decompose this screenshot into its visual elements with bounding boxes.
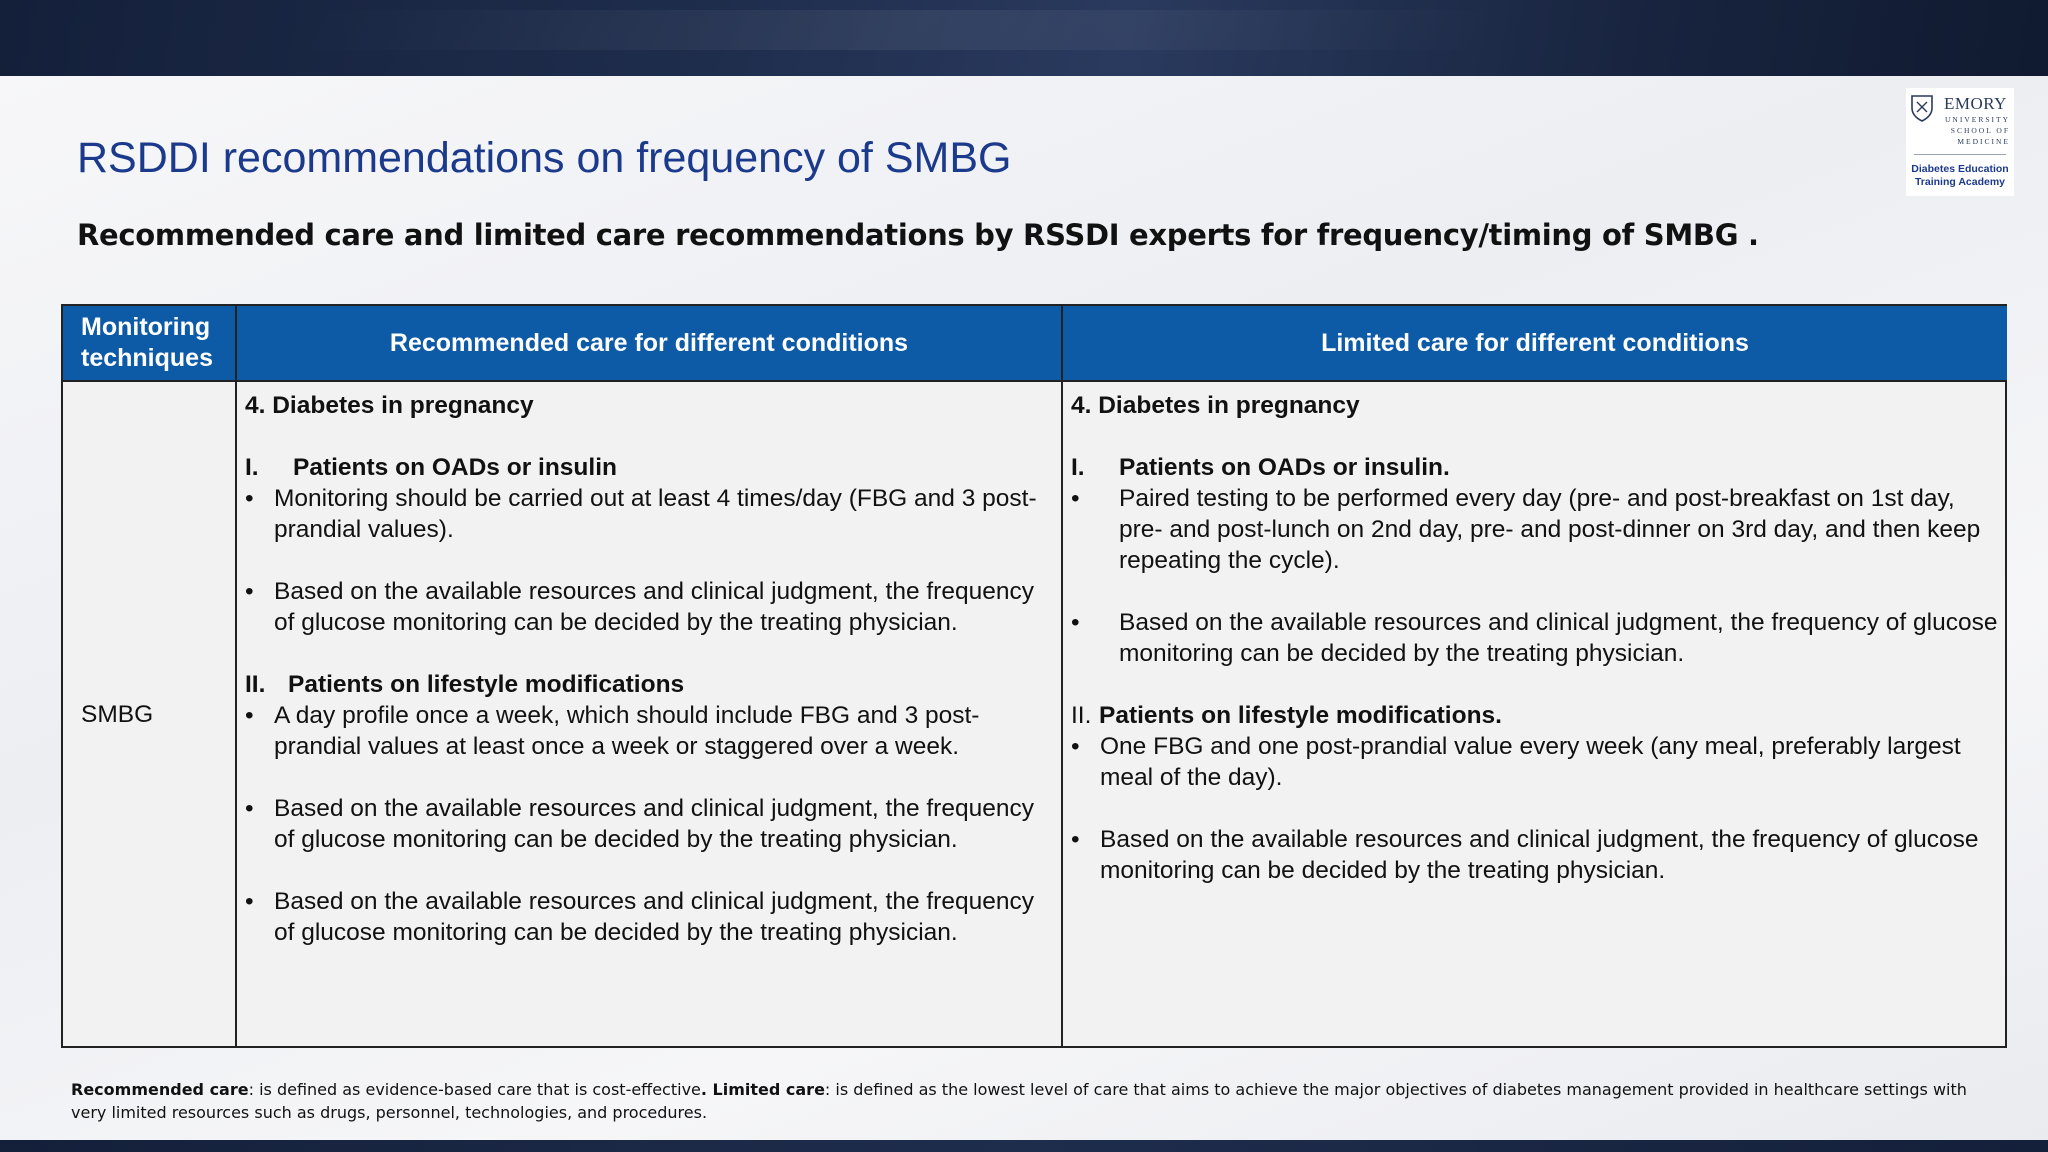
bottom-banner: [0, 1140, 2048, 1152]
list-item: • Based on the available resources and clinical judgment, the frequency of glucose monitoring can be decided by the treating physician.: [1071, 826, 1979, 884]
cell-limited: [1063, 382, 2007, 1046]
page-title: RSDDI recommendations on frequency of SMBG: [77, 134, 1012, 182]
header-monitoring-techniques: Monitoring techniques: [63, 306, 237, 382]
list-item: • Based on the available resources and clinical judgment, the frequency of glucose monitoring can be decided by the treating physician.: [245, 795, 1034, 853]
list-item: • Based on the available resources and clinical judgment, the frequency of glucose monitoring can be decided by the treating physician.: [1071, 609, 1998, 667]
group-heading: I. Patients on OADs or insulin.: [1071, 454, 1450, 481]
emory-logo: [1906, 88, 2014, 196]
logo-academy: Diabetes Education Training Academy: [1911, 163, 2009, 188]
header-recommended-care: Recommended care for different conditions: [237, 306, 1063, 382]
list-item: • Based on the available resources and clinical judgment, the frequency of glucose monitoring can be decided by the treating physician.: [245, 578, 1034, 636]
logo-divider: [1914, 154, 2006, 155]
list-item: • One FBG and one post-prandial value every week (any meal, preferably largest meal of the day).: [1071, 733, 1961, 791]
logo-brand-sub: UNIVERSITY SCHOOL OF MEDICINE: [1945, 115, 2010, 146]
section-heading: 4. Diabetes in pregnancy: [245, 392, 534, 419]
header-limited-care: Limited care for different conditions: [1063, 306, 2007, 382]
page-subtitle: Recommended care and limited care recommendations by RSSDI experts for frequency/timing of SMBG .: [77, 218, 1759, 252]
list-item: • Paired testing to be performed every day (pre- and post-breakfast on 1st day, pre- and post-lunch on 2nd day, pre- and post-dinner on 3rd day, and then keep repeating the cycle).: [1071, 485, 1981, 574]
banner-streak: [288, 10, 1511, 50]
list-item: • A day profile once a week, which should include FBG and 3 post-prandial values at least once a week or staggered over a week.: [245, 702, 980, 760]
recommendations-table: [61, 304, 2007, 1048]
group-heading: I. Patients on OADs or insulin: [245, 454, 617, 481]
cell-recommended: [237, 382, 1063, 1046]
shield-icon: [1910, 94, 1934, 122]
logo-brand: EMORY: [1944, 94, 2007, 113]
top-banner: [0, 0, 2048, 76]
cell-technique: [63, 382, 237, 1046]
section-heading: 4. Diabetes in pregnancy: [1071, 392, 1360, 419]
group-heading: II. Patients on lifestyle modifications.: [1071, 702, 1502, 729]
list-item: • Based on the available resources and clinical judgment, the frequency of glucose monitoring can be decided by the treating physician.: [245, 888, 1034, 946]
footnote: Recommended care: is defined as evidence-based care that is cost-effective. Limited care: is defined as the lowest level of care that aims to achieve the major objectives of diabetes management provided in healthcare settings with very limited resources such as drugs, personnel, technologies, and procedures.: [71, 1080, 1967, 1122]
list-item: • Monitoring should be carried out at least 4 times/day (FBG and 3 post-prandial values).: [245, 485, 1037, 543]
group-heading: II. Patients on lifestyle modifications: [245, 671, 685, 698]
technique-label: SMBG: [81, 700, 154, 728]
